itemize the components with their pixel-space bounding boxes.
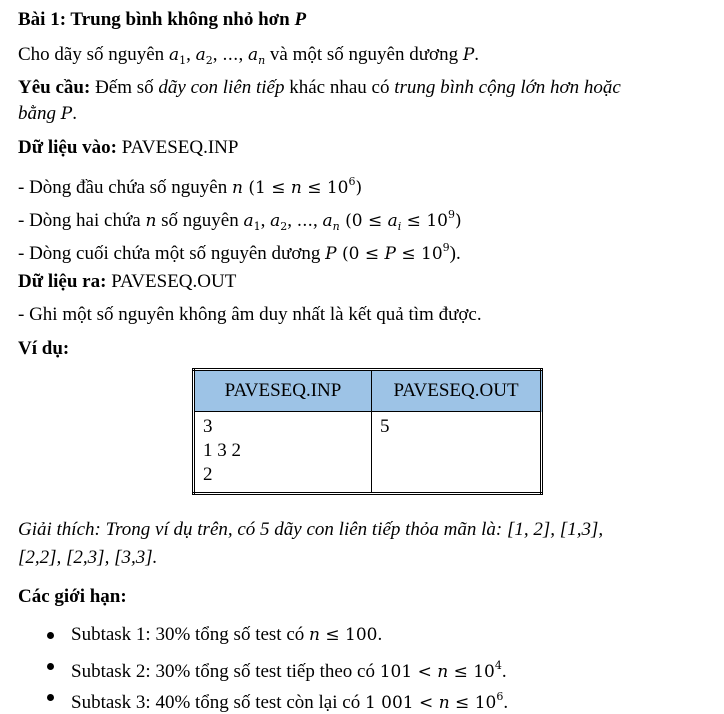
output-heading: Dữ liệu ra: PAVESEQ.OUT	[18, 271, 237, 292]
output-line-1: - Ghi một số nguyên không âm duy nhất là kết quả tìm được.	[18, 304, 482, 325]
explanation-line-1: Giải thích: Trong ví dụ trên, có 5 dãy con liên tiếp thỏa mãn là: [1, 2], [1,3],	[18, 519, 604, 540]
input-line-2: - Dòng hai chứa n số nguyên $a_1$, $a_2$, ..., $a_n$ $(0 \le a_i \le 10^9)$	[18, 208, 462, 233]
input-line-1: - Dòng đầu chứa số nguyên n $(1 \le n \le 10^6)$	[18, 175, 363, 198]
bullet-icon	[47, 663, 54, 670]
request-line-2: bằng P.	[18, 103, 77, 124]
intro-line: Cho dãy số nguyên $a_1$, $a_2$, ..., $a_n$ và một số nguyên dương P.	[18, 44, 480, 67]
input-heading: Dữ liệu vào: PAVESEQ.INP	[18, 137, 239, 158]
header-input: PAVESEQ.INP	[194, 370, 372, 412]
problem-title: Bài 1: Trung bình không nhỏ hơn P	[18, 9, 307, 30]
explanation-line-2: [2,2], [2,3], [3,3].	[18, 547, 158, 568]
output-cell: 5	[372, 412, 542, 494]
bullet-icon	[47, 694, 54, 701]
limits-heading: Các giới hạn:	[18, 586, 127, 607]
input-cell: 3 1 3 2 2	[194, 412, 372, 494]
request-line: Yêu cầu: Đếm số dãy con liên tiếp khác nhau có trung bình cộng lớn hơn hoặc	[18, 77, 621, 98]
input-line-3: - Dòng cuối chứa một số nguyên dương P $(0 \le P \le 10^9)$.	[18, 241, 461, 264]
header-output: PAVESEQ.OUT	[372, 370, 542, 412]
subtask-1: Subtask 1: 30% tổng số test có n ≤ 100.	[71, 624, 383, 645]
subtask-3: Subtask 3: 40% tổng số test còn lại có 1 $001 < n \le 10^6$.	[71, 690, 509, 713]
example-heading: Ví dụ:	[18, 338, 70, 359]
bullet-icon	[47, 632, 54, 639]
example-table	[192, 368, 543, 495]
subtask-2: Subtask 2: 30% tổng số test tiếp theo có $101 < n \le 10^4$.	[71, 659, 507, 682]
